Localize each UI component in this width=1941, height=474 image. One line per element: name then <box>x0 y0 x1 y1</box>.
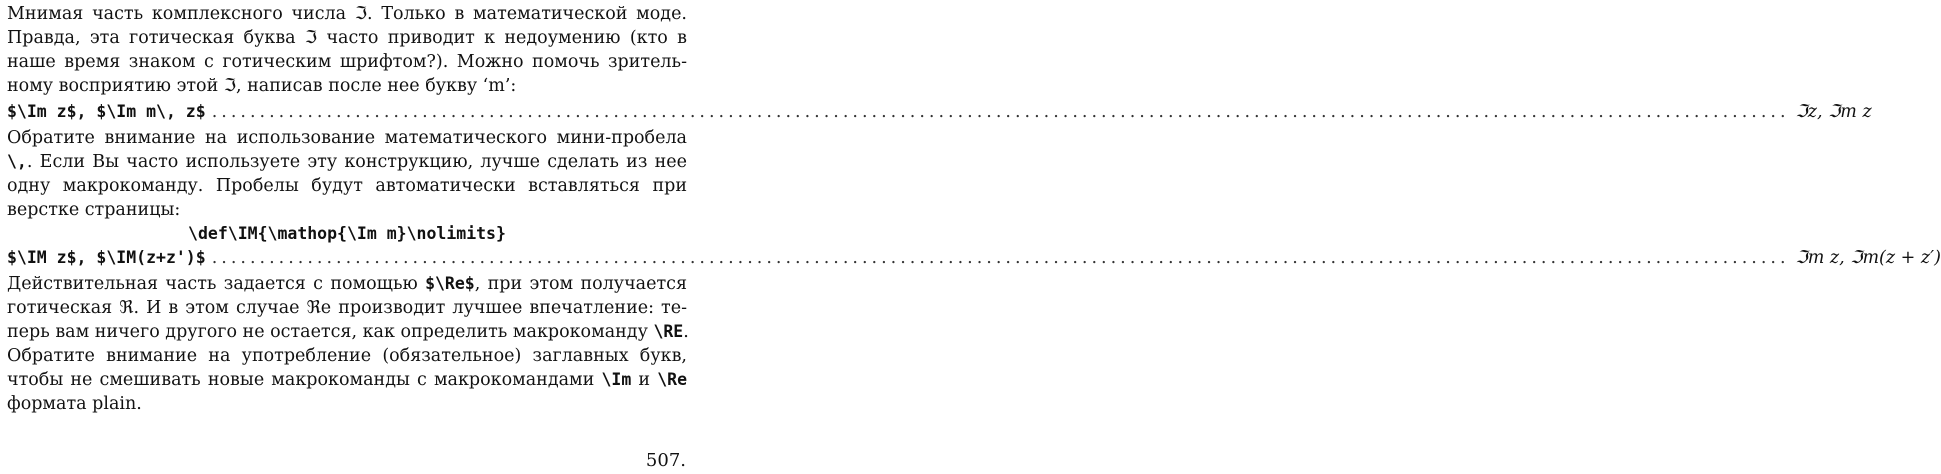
entry2-result: ℑm z, ℑm(z + z′) <box>1795 248 1941 268</box>
leader-dots <box>212 246 1790 270</box>
example-entry-1 <box>7 100 1872 124</box>
p3-line3 <box>7 320 687 344</box>
entry1-result: ℑz, ℑm z <box>1795 102 1872 122</box>
p3-line5-a: чтобы не смешивать новые макрокоманды с макрокомандами <box>7 370 602 390</box>
p2-line1: Обратите внимание на использование математического мини-пробела <box>7 128 687 148</box>
p3-line4: Обратите внимание на употребление (обязательное) заглавных букв, <box>7 346 687 366</box>
page-number: 507. <box>645 450 686 471</box>
p3-line3-code: \RE <box>653 322 684 341</box>
p1-line4: ному восприятию этой ℑ, написав после нее букву ‘m’: <box>7 76 517 96</box>
p2-line3: одну макрокоманду. Пробелы будут автоматически вставляться при <box>7 176 687 196</box>
p3-line1 <box>7 272 687 296</box>
p2-line4: верстке страницы: <box>7 200 181 220</box>
entry2-code: $\IM z$, $\IM(z+z')$ <box>7 248 206 267</box>
macro-definition <box>7 222 687 246</box>
p3-line3-a: перь вам ничего другого не остается, как определить макрокоманду <box>7 322 654 342</box>
example-entry-2 <box>7 246 1941 270</box>
leader-dots <box>212 100 1790 124</box>
p3-line5-mid: и <box>631 370 658 390</box>
definition-code: \def\IM{\mathop{\Im m}\nolimits} <box>188 224 506 243</box>
p2-line2-code: \, <box>7 152 27 171</box>
p3-line2: готическая ℜ. И в этом случае ℜe производит лучшее впечатление: те- <box>7 298 687 318</box>
p3-line3-b: . <box>683 322 689 342</box>
p3-line1-b: , при этом получается <box>474 274 687 294</box>
p2-line2-text: . Если Вы часто используете эту конструкцию, лучше сделать из нее <box>26 152 687 172</box>
p3-line1-code: $\Re$ <box>425 274 475 293</box>
p1-line1: Мнимая часть комплексного числа ℑ. Только в математической моде. <box>7 4 687 24</box>
p1-line2: Правда, эта готическая буква ℑ часто приводит к недоумению (кто в <box>7 28 687 48</box>
p3-line5-code1: \Im <box>601 370 632 389</box>
p3-line1-a: Действительная часть задается с помощью <box>7 274 426 294</box>
p2-line2 <box>7 150 687 174</box>
p1-line3: наше время знаком с готическим шрифтом?). Можно помочь зритель- <box>7 52 687 72</box>
p3-line6: формата plain. <box>7 394 142 414</box>
entry1-code: $\Im z$, $\Im m\, z$ <box>7 102 206 121</box>
p3-line5 <box>7 368 687 392</box>
p3-line5-code2: \Re <box>657 370 688 389</box>
